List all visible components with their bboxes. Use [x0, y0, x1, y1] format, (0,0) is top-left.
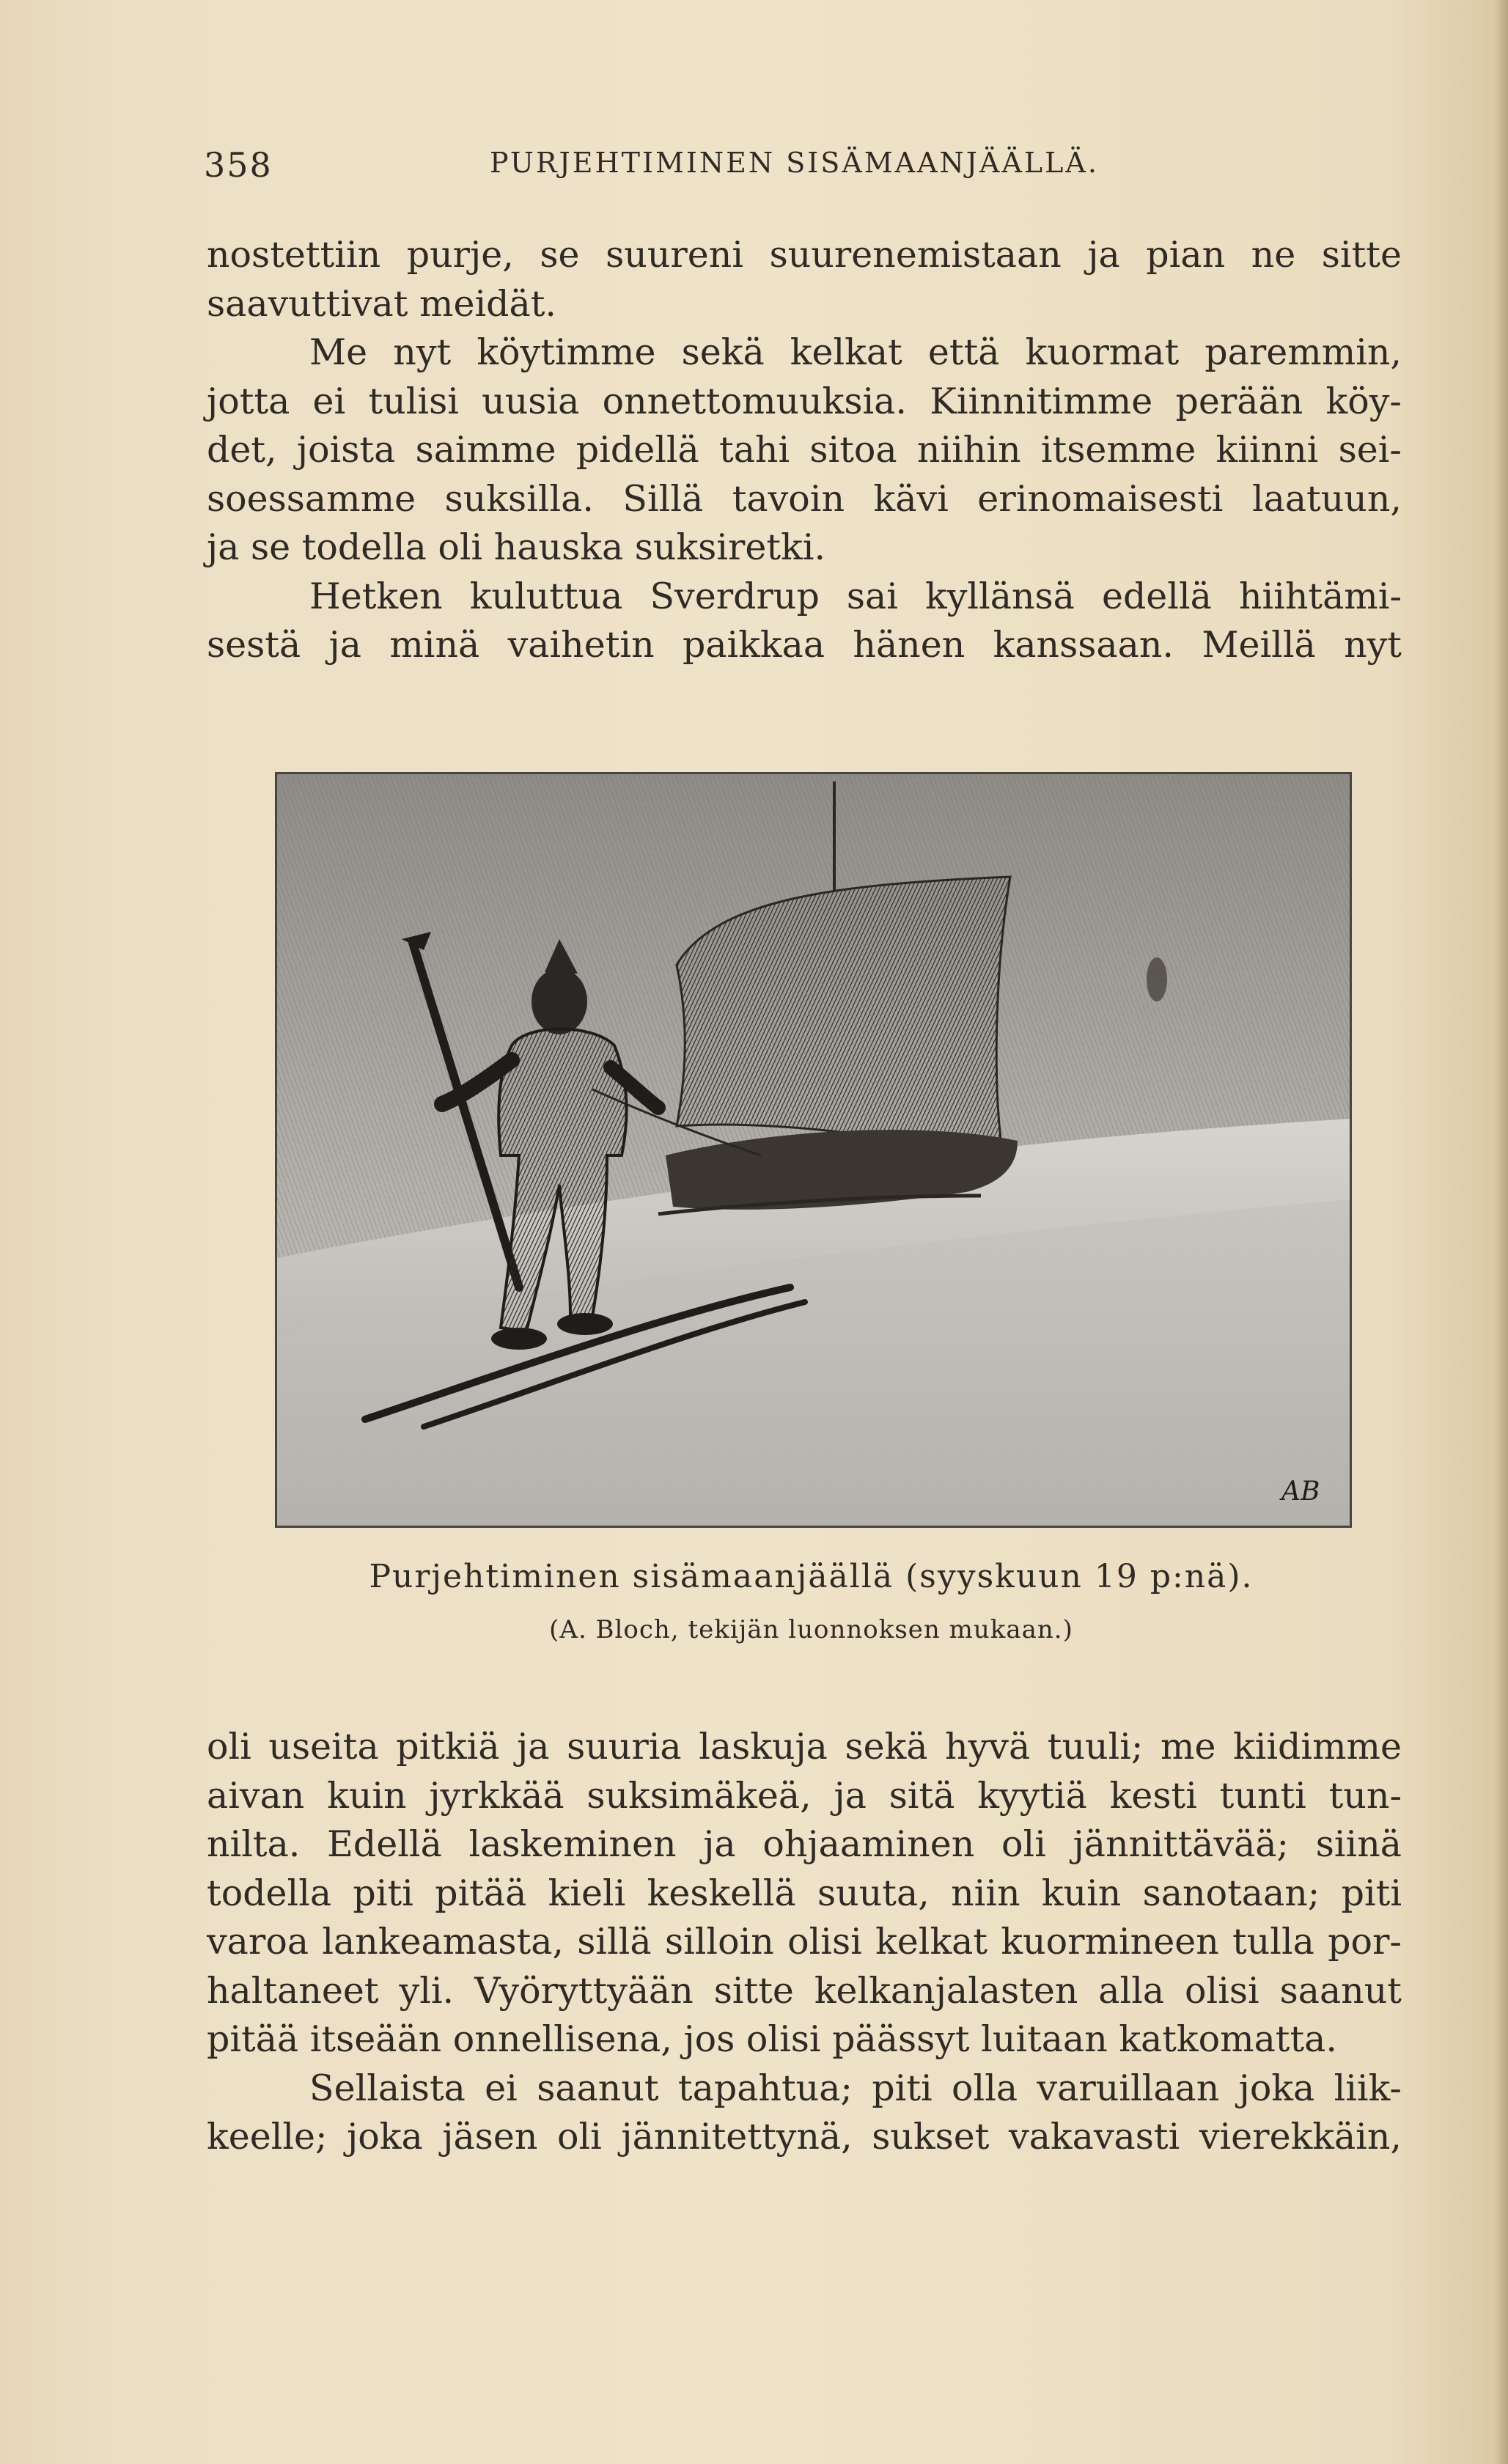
text-line: keelle; joka jäsen oli jännitettynä, sukset vakavasti vierekkäin,: [207, 2116, 1402, 2158]
running-head: PURJEHTIMINEN SISÄMAANJÄÄLLÄ.: [490, 147, 1099, 179]
page-header: [204, 139, 1406, 198]
text-line: det, joista saimme pidellä tahi sitoa niihin itsemme kiinni sei-: [207, 429, 1402, 471]
text-line: Sellaista ei saanut tapahtua; piti olla varuillaan joka liik-: [309, 2067, 1402, 2109]
text-line: ja se todella oli hauska suksiretki.: [207, 526, 826, 568]
text-line: jotta ei tulisi uusia onnettomuuksia. Kiinnitimme perään köy-: [207, 380, 1402, 422]
figure-credit: (A. Bloch, tekijän luonnoksen mukaan.): [549, 1615, 1073, 1644]
text-line: oli useita pitkiä ja suuria laskuja sekä hyvä tuuli; me kiidimme: [207, 1726, 1402, 1768]
text-line: haltaneet yli. Vyöryttyään sitte kelkanjalasten alla olisi saanut: [207, 1969, 1402, 2012]
text-line: soessamme suksilla. Sillä tavoin kävi erinomaisesti laatuun,: [207, 477, 1402, 520]
figure-caption: Purjehtiminen sisämaanjäällä (syyskuun 19 p:nä).: [369, 1558, 1254, 1595]
text-line: saavuttivat meidät.: [207, 282, 557, 325]
page-number: 358: [204, 145, 273, 185]
text-line: todella piti pitää kieli keskellä suuta, niin kuin sanotaan; piti: [207, 1872, 1402, 1914]
page-edge-shadow: [1495, 0, 1508, 2464]
body-text-top: [207, 231, 1402, 670]
text-line: varoa lankeamasta, sillä silloin olisi kelkat kuormineen tulla por-: [207, 1921, 1402, 1963]
text-line: Hetken kuluttua Sverdrup sai kyllänsä edellä hiihtämi-: [309, 575, 1402, 617]
text-line: nilta. Edellä laskeminen ja ohjaaminen oli jännittävää; siinä: [207, 1823, 1402, 1865]
distant-figure: [1147, 957, 1167, 1001]
text-line: aivan kuin jyrkkää suksimäkeä, ja sitä kyytiä kesti tunti tun-: [207, 1774, 1402, 1817]
text-line: Me nyt köytimme sekä kelkat että kuormat paremmin,: [309, 331, 1402, 373]
text-line: nostettiin purje, se suureni suurenemistaan ja pian ne sitte: [207, 234, 1402, 276]
engraving-drawing: [277, 774, 1350, 1526]
artist-monogram: AB: [1281, 1476, 1320, 1507]
text-line: sestä ja minä vaihetin paikkaa hänen kanssaan. Meillä nyt: [207, 624, 1402, 666]
engraving-illustration: [275, 772, 1352, 1528]
body-text-bottom: [207, 1723, 1402, 2162]
text-line: pitää itseään onnellisena, jos olisi päässyt luitaan katkomatta.: [207, 2018, 1337, 2060]
